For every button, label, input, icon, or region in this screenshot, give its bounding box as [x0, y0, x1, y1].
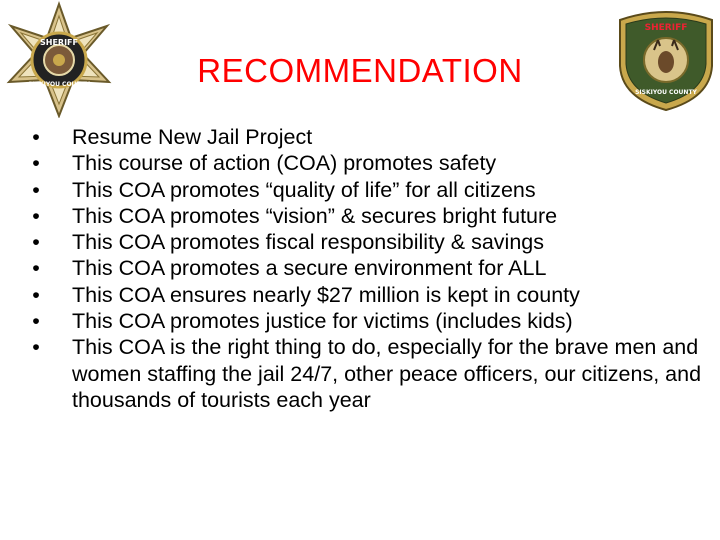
list-item: [22, 124, 712, 150]
list-item: [22, 229, 712, 255]
sheriff-patch-icon: [614, 6, 718, 112]
bullet-icon: •: [32, 309, 40, 334]
list-item: [22, 255, 712, 281]
bullet-icon: •: [32, 125, 40, 149]
bullet-icon: •: [32, 282, 40, 307]
bullet-text: This course of action (COA) promotes safety: [72, 151, 497, 176]
bullet-icon: •: [32, 335, 40, 360]
bullet-text: This COA promotes fiscal responsibility & savings: [72, 230, 544, 255]
bullet-text: This COA ensures nearly $27 million is kept in county: [72, 282, 580, 307]
bullet-list: [22, 124, 712, 413]
bullet-icon: •: [32, 203, 40, 228]
bullet-text: This COA promotes “quality of life” for all citizens: [72, 177, 536, 202]
bullet-text: This COA promotes “vision” & secures bright future: [72, 203, 558, 228]
bullet-text: Resume New Jail Project: [72, 125, 313, 149]
patch-bottom-text: SISKIYOU COUNTY: [635, 89, 697, 96]
bullet-icon: •: [32, 177, 40, 202]
star-badge-bottom-text: SISKIYOU COUNTY: [28, 81, 90, 88]
bullet-icon: •: [32, 230, 40, 255]
slide-title: RECOMMENDATION: [197, 52, 523, 89]
bullet-icon: •: [32, 151, 40, 176]
bullet-icon: •: [32, 256, 40, 281]
list-item: [22, 308, 712, 334]
bullet-text: This COA is the right thing to do, especially for the brave men and women staffing the jail 24/7, other peace officers, our citizens, and thousands of tourists each year: [72, 335, 702, 412]
bullet-text: This COA promotes justice for victims (includes kids): [72, 309, 573, 334]
list-item: [22, 334, 712, 413]
list-item: [22, 177, 712, 203]
list-item: [22, 150, 712, 176]
list-item: [22, 203, 712, 229]
patch-top-text: SHERIFF: [644, 23, 688, 33]
sheriff-star-badge-icon: [0, 0, 118, 118]
list-item: [22, 282, 712, 308]
star-badge-top-text: SHERIFF: [40, 38, 78, 47]
bullet-text: This COA promotes a secure environment for ALL: [72, 256, 547, 281]
